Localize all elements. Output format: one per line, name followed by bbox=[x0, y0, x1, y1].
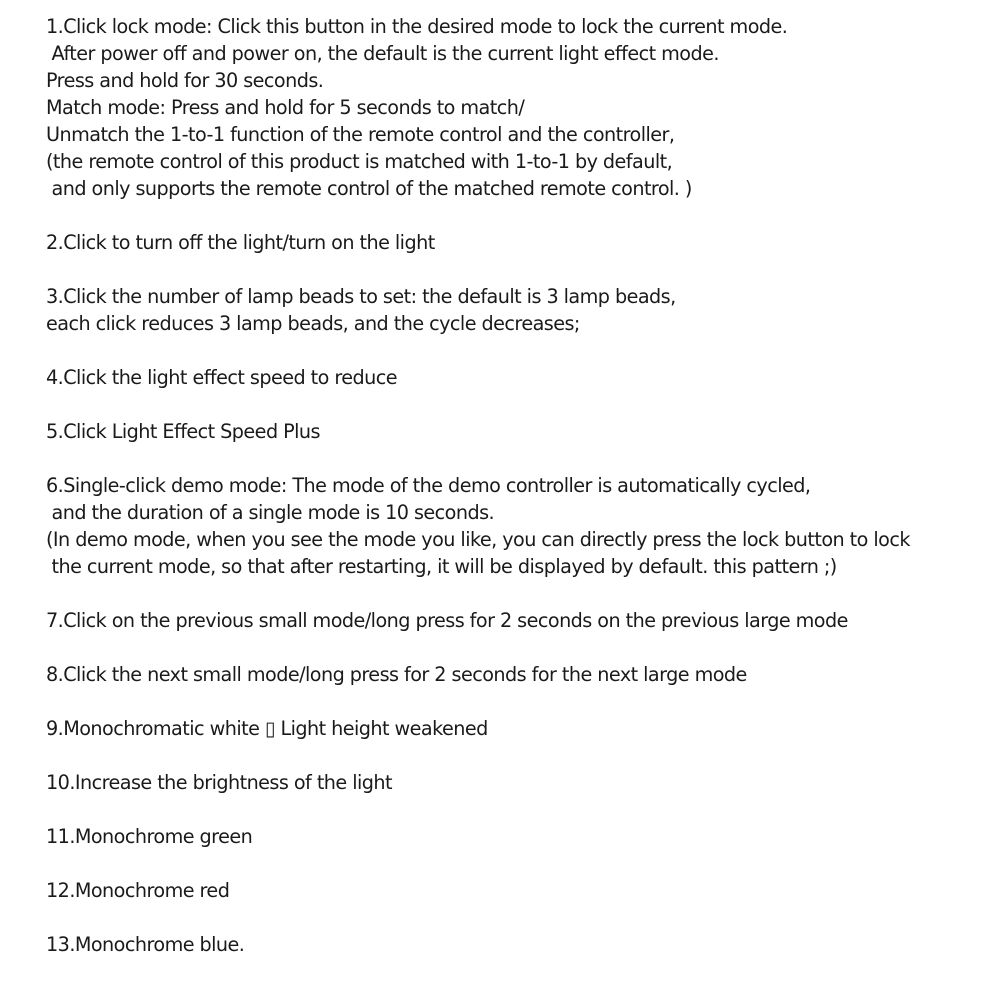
section-lamp-beads bbox=[46, 283, 986, 337]
section-speed-plus bbox=[46, 418, 986, 445]
text-line: 3.Click the number of lamp beads to set: the default is 3 lamp beads, bbox=[46, 285, 676, 308]
spacer bbox=[46, 904, 986, 931]
spacer bbox=[46, 580, 986, 607]
spacer bbox=[46, 202, 986, 229]
text-line: 13.Monochrome blue. bbox=[46, 933, 245, 956]
section-next-mode bbox=[46, 661, 986, 688]
text-line: each click reduces 3 lamp beads, and the cycle decreases; bbox=[46, 312, 580, 335]
text-line: After power off and power on, the default is the current light effect mode. bbox=[46, 42, 719, 65]
section-brightness bbox=[46, 769, 986, 796]
text-line: 4.Click the light effect speed to reduce bbox=[46, 366, 398, 389]
text-line: 5.Click Light Effect Speed Plus bbox=[46, 420, 320, 443]
text-line: 7.Click on the previous small mode/long press for 2 seconds on the previous large mode bbox=[46, 609, 848, 632]
text-line: 10.Increase the brightness of the light bbox=[46, 771, 392, 794]
spacer bbox=[46, 391, 986, 418]
spacer bbox=[46, 337, 986, 364]
spacer bbox=[46, 634, 986, 661]
text-line: 12.Monochrome red bbox=[46, 879, 230, 902]
text-line: (In demo mode, when you see the mode you like, you can directly press the lock button to lock bbox=[46, 528, 910, 551]
spacer bbox=[46, 850, 986, 877]
spacer bbox=[46, 256, 986, 283]
text-line: and only supports the remote control of the matched remote control. ) bbox=[46, 177, 692, 200]
instruction-document bbox=[46, 13, 986, 958]
text-line: 2.Click to turn off the light/turn on the light bbox=[46, 231, 435, 254]
text-line: 6.Single-click demo mode: The mode of the demo controller is automatically cycled, bbox=[46, 474, 811, 497]
section-blue bbox=[46, 931, 986, 958]
spacer bbox=[46, 742, 986, 769]
section-previous-mode bbox=[46, 607, 986, 634]
section-power bbox=[46, 229, 986, 256]
text-line: 9.Monochromatic white ▯ Light height weakened bbox=[46, 717, 488, 740]
section-lock-mode bbox=[46, 13, 986, 202]
spacer bbox=[46, 445, 986, 472]
text-line: (the remote control of this product is matched with 1-to-1 by default, bbox=[46, 150, 673, 173]
section-white bbox=[46, 715, 986, 742]
text-line: Press and hold for 30 seconds. bbox=[46, 69, 324, 92]
text-line: 11.Monochrome green bbox=[46, 825, 253, 848]
text-line: 8.Click the next small mode/long press for 2 seconds for the next large mode bbox=[46, 663, 747, 686]
section-red bbox=[46, 877, 986, 904]
section-demo-mode bbox=[46, 472, 986, 580]
spacer bbox=[46, 688, 986, 715]
text-line: 1.Click lock mode: Click this button in the desired mode to lock the current mode. bbox=[46, 15, 788, 38]
spacer bbox=[46, 796, 986, 823]
text-line: and the duration of a single mode is 10 seconds. bbox=[46, 501, 495, 524]
section-green bbox=[46, 823, 986, 850]
text-line: Match mode: Press and hold for 5 seconds to match/ bbox=[46, 96, 525, 119]
text-line: the current mode, so that after restarting, it will be displayed by default. this pattern ;) bbox=[46, 555, 837, 578]
text-line: Unmatch the 1-to-1 function of the remote control and the controller, bbox=[46, 123, 675, 146]
section-speed-reduce bbox=[46, 364, 986, 391]
